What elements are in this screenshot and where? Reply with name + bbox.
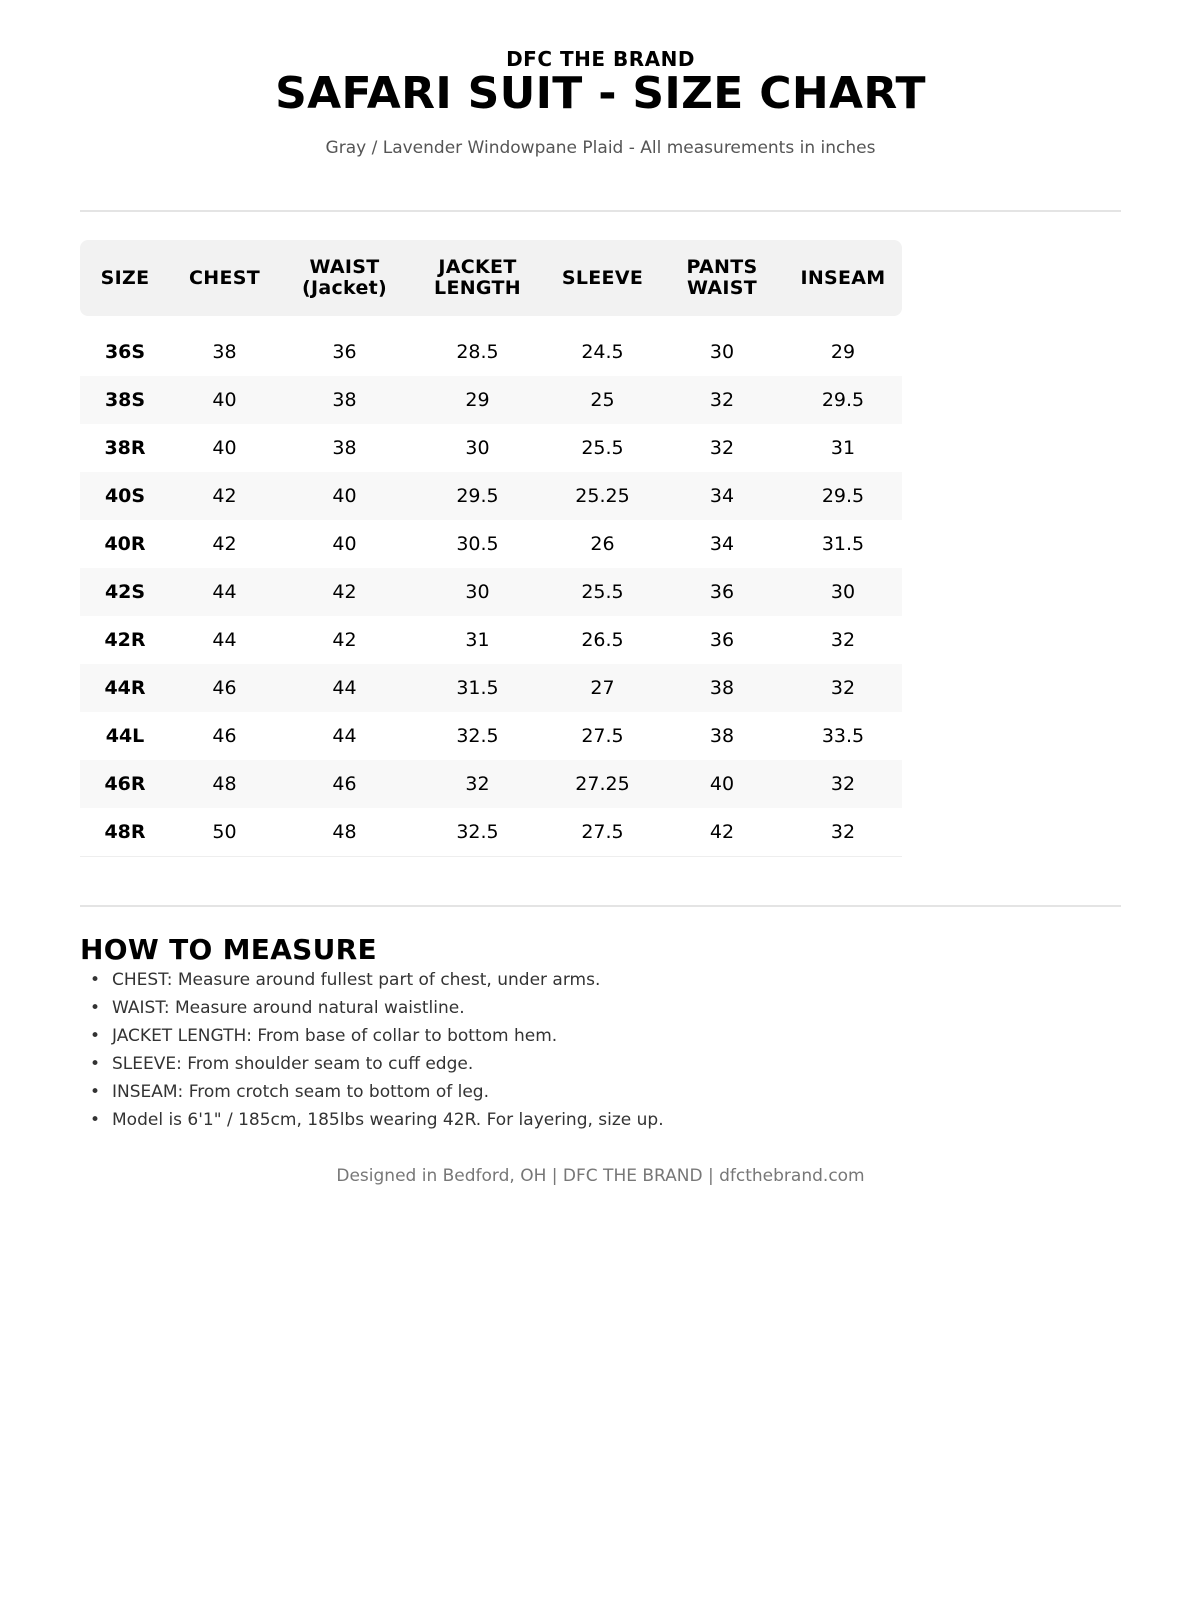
list-item: • JACKET LENGTH: From base of collar to bottom hem. bbox=[80, 1022, 664, 1050]
bullet-icon: • bbox=[90, 998, 101, 1018]
jacket-length-cell: 31 bbox=[465, 629, 490, 651]
how-to-measure-list bbox=[80, 966, 664, 1134]
sleeve-cell: 27.5 bbox=[581, 725, 624, 747]
waist-jacket-cell: 42 bbox=[279, 568, 410, 616]
bullet-icon: • bbox=[90, 1110, 101, 1130]
chest-cell: 42 bbox=[212, 533, 237, 555]
pants-waist-cell: 34 bbox=[709, 533, 735, 555]
waist-jacket-cell: 46 bbox=[279, 760, 410, 808]
list-item: • INSEAM: From crotch seam to bottom of leg. bbox=[80, 1078, 664, 1106]
size-chart-table bbox=[80, 240, 902, 857]
pants-waist-cell: 32 bbox=[709, 437, 735, 459]
page-title: SAFARI SUIT - SIZE CHART bbox=[275, 68, 926, 119]
jacket-length-cell: 30 bbox=[410, 568, 545, 616]
pants-waist-cell: 38 bbox=[660, 664, 784, 712]
jacket-length-cell: 28.5 bbox=[456, 341, 499, 363]
sleeve-cell: 25.5 bbox=[581, 437, 624, 459]
waist-jacket-cell: 38 bbox=[332, 437, 357, 459]
sleeve-cell: 27 bbox=[545, 664, 660, 712]
size-cell: 38S bbox=[80, 376, 170, 424]
jacket-length-cell: 32.5 bbox=[456, 725, 499, 747]
table-row bbox=[80, 808, 902, 857]
table-row bbox=[80, 520, 902, 568]
list-item: • Model is 6'1" / 185cm, 185lbs wearing 42R. For layering, size up. bbox=[80, 1106, 664, 1134]
sleeve-cell: 26 bbox=[590, 533, 615, 555]
jacket-length-cell: 32 bbox=[410, 760, 545, 808]
table-row bbox=[80, 712, 902, 760]
column-header-jacket-length: JACKET LENGTH bbox=[410, 240, 545, 316]
section-divider bbox=[80, 905, 1121, 907]
column-header-waist-jacket: WAIST (Jacket) bbox=[279, 240, 410, 316]
inseam-cell: 29.5 bbox=[784, 376, 902, 424]
list-item: • SLEEVE: From shoulder seam to cuff edge. bbox=[80, 1050, 664, 1078]
pants-waist-cell: 36 bbox=[660, 568, 784, 616]
list-item: • CHEST: Measure around fullest part of chest, under arms. bbox=[80, 966, 664, 994]
jacket-length-cell: 32.5 bbox=[410, 808, 545, 857]
jacket-length-cell: 29 bbox=[410, 376, 545, 424]
size-cell: 44L bbox=[105, 725, 145, 747]
inseam-cell: 29 bbox=[830, 341, 856, 363]
table-row bbox=[80, 424, 902, 472]
chest-cell: 40 bbox=[170, 376, 279, 424]
chest-cell: 50 bbox=[170, 808, 279, 857]
chest-cell: 42 bbox=[170, 472, 279, 520]
inseam-cell: 31 bbox=[830, 437, 856, 459]
pants-waist-cell: 36 bbox=[709, 629, 735, 651]
pants-waist-cell: 32 bbox=[660, 376, 784, 424]
waist-jacket-cell: 44 bbox=[332, 725, 357, 747]
brand-name: DFC THE BRAND bbox=[506, 47, 695, 71]
inseam-cell: 32 bbox=[784, 664, 902, 712]
pants-waist-cell: 38 bbox=[709, 725, 735, 747]
waist-jacket-cell: 48 bbox=[279, 808, 410, 857]
table-spacer bbox=[80, 316, 902, 328]
table-header-row bbox=[80, 240, 902, 316]
jacket-length-cell: 30 bbox=[465, 437, 490, 459]
chest-cell: 44 bbox=[170, 568, 279, 616]
pants-waist-cell: 40 bbox=[660, 760, 784, 808]
column-header-size: SIZE bbox=[80, 240, 170, 316]
size-cell: 48R bbox=[80, 808, 170, 857]
bullet-icon: • bbox=[90, 1054, 101, 1074]
list-item: • WAIST: Measure around natural waistline. bbox=[80, 994, 664, 1022]
jacket-length-cell: 29.5 bbox=[410, 472, 545, 520]
table-row bbox=[80, 760, 902, 808]
column-header-sleeve: SLEEVE bbox=[545, 240, 660, 316]
sleeve-cell: 25 bbox=[545, 376, 660, 424]
table-row bbox=[80, 616, 902, 664]
bullet-icon: • bbox=[90, 970, 101, 990]
inseam-cell: 32 bbox=[784, 760, 902, 808]
column-header-pants-waist: PANTS WAIST bbox=[660, 240, 784, 316]
size-cell: 44R bbox=[80, 664, 170, 712]
sleeve-cell: 24.5 bbox=[581, 341, 624, 363]
waist-jacket-cell: 40 bbox=[279, 472, 410, 520]
inseam-cell: 32 bbox=[784, 808, 902, 857]
bullet-icon: • bbox=[90, 1026, 101, 1046]
waist-jacket-cell: 42 bbox=[332, 629, 357, 651]
inseam-cell: 33.5 bbox=[821, 725, 865, 747]
size-cell: 46R bbox=[80, 760, 170, 808]
sleeve-cell: 27.25 bbox=[545, 760, 660, 808]
table-row bbox=[80, 328, 902, 376]
waist-jacket-cell: 40 bbox=[332, 533, 357, 555]
size-cell: 36S bbox=[104, 341, 146, 363]
table-row bbox=[80, 472, 902, 520]
chest-cell: 40 bbox=[212, 437, 237, 459]
top-divider bbox=[80, 210, 1121, 212]
sleeve-cell: 25.25 bbox=[545, 472, 660, 520]
page-subtitle: Gray / Lavender Windowpane Plaid - All measurements in inches bbox=[325, 138, 876, 158]
table-row bbox=[80, 376, 902, 424]
chest-cell: 48 bbox=[170, 760, 279, 808]
footer-text: Designed in Bedford, OH | DFC THE BRAND | dfcthebrand.com bbox=[336, 1166, 865, 1186]
column-header-inseam: INSEAM bbox=[784, 240, 902, 316]
chest-cell: 38 bbox=[212, 341, 237, 363]
chest-cell: 44 bbox=[212, 629, 237, 651]
table-row bbox=[80, 568, 902, 616]
pants-waist-cell: 30 bbox=[709, 341, 735, 363]
chest-cell: 46 bbox=[212, 725, 237, 747]
bullet-icon: • bbox=[90, 1082, 101, 1102]
size-cell: 40S bbox=[80, 472, 170, 520]
inseam-cell: 30 bbox=[784, 568, 902, 616]
jacket-length-cell: 31.5 bbox=[410, 664, 545, 712]
waist-jacket-cell: 38 bbox=[279, 376, 410, 424]
how-to-measure-heading: HOW TO MEASURE bbox=[80, 933, 377, 966]
waist-jacket-cell: 44 bbox=[279, 664, 410, 712]
pants-waist-cell: 34 bbox=[660, 472, 784, 520]
size-cell: 38R bbox=[104, 437, 146, 459]
chest-cell: 46 bbox=[170, 664, 279, 712]
waist-jacket-cell: 36 bbox=[332, 341, 357, 363]
pants-waist-cell: 42 bbox=[660, 808, 784, 857]
size-cell: 42S bbox=[80, 568, 170, 616]
column-header-chest: CHEST bbox=[170, 240, 279, 316]
sleeve-cell: 27.5 bbox=[545, 808, 660, 857]
table-row bbox=[80, 664, 902, 712]
sleeve-cell: 26.5 bbox=[581, 629, 624, 651]
inseam-cell: 32 bbox=[830, 629, 856, 651]
sleeve-cell: 25.5 bbox=[545, 568, 660, 616]
inseam-cell: 31.5 bbox=[821, 533, 865, 555]
inseam-cell: 29.5 bbox=[784, 472, 902, 520]
size-cell: 42R bbox=[104, 629, 146, 651]
size-cell: 40R bbox=[104, 533, 146, 555]
jacket-length-cell: 30.5 bbox=[456, 533, 499, 555]
